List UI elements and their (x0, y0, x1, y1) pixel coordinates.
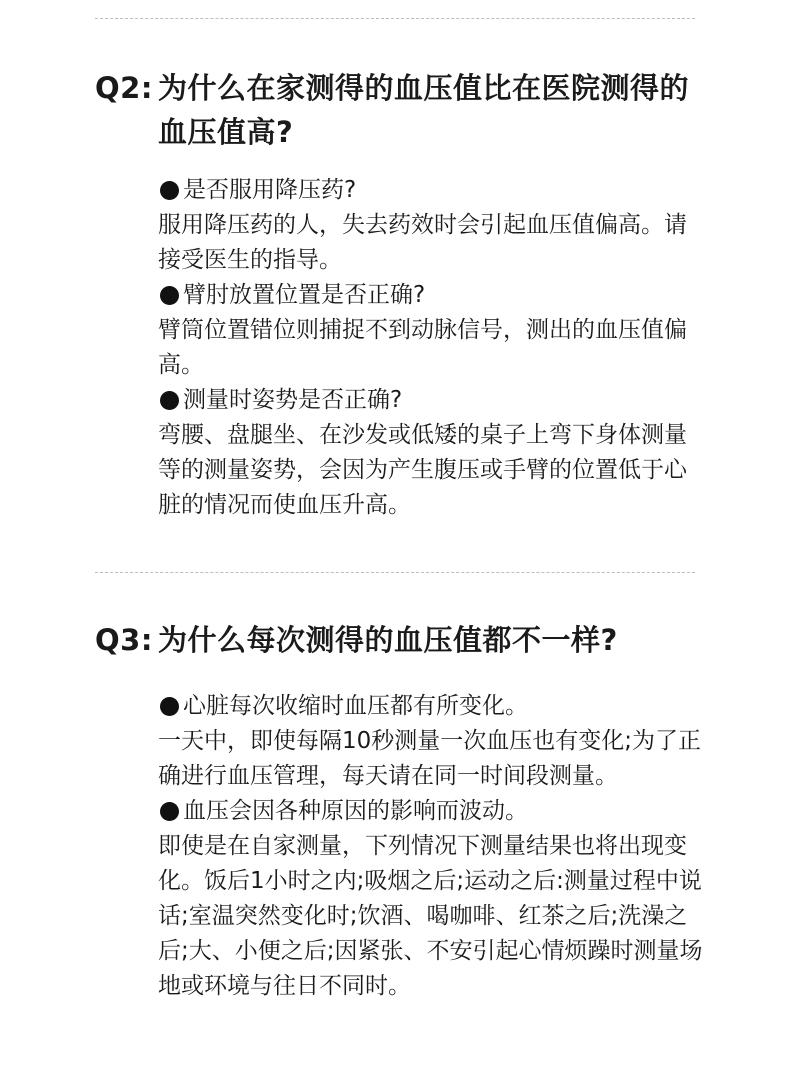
question-number: Q2: (95, 71, 153, 105)
answer-heading-text: 是否服用降压药? (183, 177, 357, 203)
answer-body: 弯腰、盘腿坐、在沙发或低矮的桌子上弯下身体测量等的测量姿势，会因为产生腹压或手臂的位置低于心脏的情况而使血压升高。 (158, 422, 687, 518)
top-divider (95, 18, 695, 19)
answer-body: 臂筒位置错位则捕捉不到动脉信号，测出的血压值偏高。 (158, 317, 687, 378)
answers-q2 (158, 173, 703, 523)
question-text: 为什么在家测得的血压值比在医院测得的血压值高? (158, 71, 690, 149)
answer-heading (158, 794, 703, 829)
bullet-icon (160, 697, 179, 716)
answer-heading-text: 臂肘放置位置是否正确? (183, 282, 426, 308)
middle-divider (95, 572, 695, 573)
answer-heading (158, 278, 703, 313)
answer-heading-text: 测量时姿势是否正确? (183, 387, 403, 413)
question-text: 为什么每次测得的血压值都不一样? (158, 623, 618, 657)
bullet-icon (160, 391, 179, 410)
question-title (95, 66, 705, 154)
question-title (95, 618, 705, 662)
answer-body: 即使是在自家测量，下列情况下测量结果也将出现变化。饭后1小时之内;吸烟之后;运动之后:测量过程中说话;室温突然变化时;饮酒、喝咖啡、红茶之后;洗澡之后;大、小便之后;因紧张、不安引起心情烦躁时测量场地或环境与往日不同时。 (158, 833, 703, 999)
answer-body: 一天中，即使每隔10秒测量一次血压也有变化;为了正确进行血压管理，每天请在同一时间段测量。 (158, 728, 702, 789)
answer-body: 服用降压药的人，失去药效时会引起血压值偏高。请接受医生的指导。 (158, 212, 687, 273)
bullet-icon (160, 286, 179, 305)
question-q2 (95, 66, 705, 154)
answer-heading (158, 383, 703, 418)
answer-heading-text: 血压会因各种原因的影响而波动。 (183, 798, 528, 824)
question-number: Q3: (95, 623, 153, 657)
answer-heading-text: 心脏每次收缩时血压都有所变化。 (183, 693, 528, 719)
answer-heading (158, 689, 703, 724)
question-q3 (95, 618, 705, 662)
bullet-icon (160, 181, 179, 200)
bullet-icon (160, 802, 179, 821)
answer-heading (158, 173, 703, 208)
answers-q3 (158, 689, 703, 1004)
